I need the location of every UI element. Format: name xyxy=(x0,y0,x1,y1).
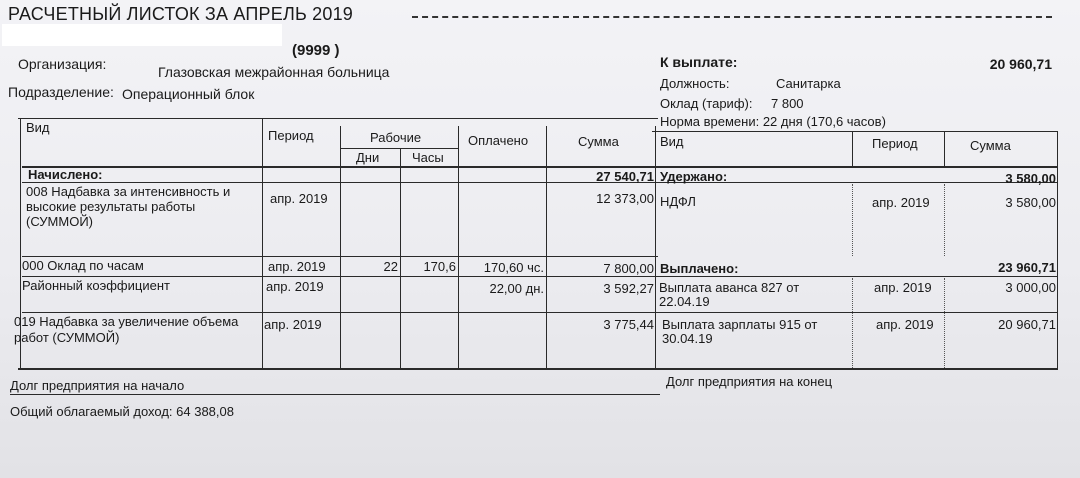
header-right-kind: Вид xyxy=(660,134,684,149)
header-kind: Вид xyxy=(26,120,50,135)
salary-label: Оклад (тариф): xyxy=(660,96,753,111)
accrual-row-2-days: 22 xyxy=(383,259,398,274)
withheld-total: 3 580,00 xyxy=(1005,171,1056,186)
withheld-row-1-period: апр. 2019 xyxy=(872,195,930,210)
accrual-row-2-paid: 170,60 чс. xyxy=(483,260,544,275)
payout-label: К выплате: xyxy=(660,54,738,70)
col-edge-right xyxy=(1057,131,1058,368)
payout-row-2-sum: 20 960,71 xyxy=(998,317,1056,332)
payout-row-1-period: апр. 2019 xyxy=(874,280,932,295)
position-label: Должность: xyxy=(660,76,730,91)
department-value: Операционный блок xyxy=(122,86,255,102)
header-working: Рабочие xyxy=(370,130,422,145)
page-title: РАСЧЕТНЫЙ ЛИСТОК ЗА АПРЕЛЬ 2019 xyxy=(8,4,354,24)
accrual-row-3-period: апр. 2019 xyxy=(266,279,324,294)
redacted-name xyxy=(2,24,282,46)
col-right-sum xyxy=(944,131,945,166)
taxable-income: Общий облагаемый доход: 64 388,08 xyxy=(10,404,234,419)
table-bottom-rule xyxy=(18,368,1058,370)
accrual-row-4-period: апр. 2019 xyxy=(264,317,322,332)
payout-row-2-name: Выплата зарплаты 915 от 30.04.19 xyxy=(662,317,818,346)
employee-code: (9999 ) xyxy=(292,42,340,59)
debt-end: Долг предприятия на конец xyxy=(666,374,833,389)
dotted-divider-4 xyxy=(944,278,945,368)
organization-value: Глазовская межрайонная больница xyxy=(158,64,390,80)
accrual-row-2-sum: 7 800,00 xyxy=(603,261,654,276)
col-right-period xyxy=(852,131,853,166)
accrued-row-rule xyxy=(22,182,1058,183)
debt-start: Долг предприятия на начало xyxy=(10,378,185,393)
col-right-kind xyxy=(655,126,656,368)
accrual-row-4-sum: 3 775,44 xyxy=(603,317,654,332)
header-period: Период xyxy=(268,128,314,143)
col-paid xyxy=(458,126,459,368)
accrual-row-1-name: 008 Надбавка за интенсивность и высокие результаты работы (СУММОЙ) xyxy=(26,184,231,229)
header-days: Дни xyxy=(356,150,380,165)
paid-out-label: Выплачено: xyxy=(660,261,739,276)
col-period xyxy=(262,118,263,368)
organization-label: Организация: xyxy=(18,56,107,72)
row3-rule xyxy=(22,312,1058,313)
accrued-label: Начислено: xyxy=(28,167,103,182)
accrued-total: 27 540,71 xyxy=(596,169,654,184)
col-hours xyxy=(400,148,401,368)
withheld-row-1-name: НДФЛ xyxy=(660,194,696,209)
payout-row-1-sum: 3 000,00 xyxy=(1005,280,1056,295)
header-bottom-rule xyxy=(22,166,1058,168)
accrual-row-3-paid: 22,00 дн. xyxy=(489,281,544,296)
header-paid: Оплачено xyxy=(468,133,529,148)
work-norm: Норма времени: 22 дня (170,6 часов) xyxy=(660,114,886,129)
debt-start-rule xyxy=(10,394,660,395)
position-value: Санитарка xyxy=(776,76,841,91)
payout-row-2-period: апр. 2019 xyxy=(876,317,934,332)
withheld-row-1-sum: 3 580,00 xyxy=(1005,195,1056,210)
payout-row-1-name: Выплата аванса 827 от 22.04.19 xyxy=(659,280,800,309)
accrual-row-1-period: апр. 2019 xyxy=(270,191,328,206)
table-top-right xyxy=(652,131,1058,132)
accrual-row-2-name: 000 Оклад по часам xyxy=(22,258,144,273)
dotted-divider-3 xyxy=(852,278,853,368)
dotted-divider-1 xyxy=(852,184,853,256)
table-top-left xyxy=(18,118,658,119)
payout-value: 20 960,71 xyxy=(989,56,1052,72)
accrual-row-1-sum: 12 373,00 xyxy=(596,191,654,206)
header-sum: Сумма xyxy=(578,134,619,149)
dotted-divider-2 xyxy=(944,184,945,256)
accrual-row-2-hours: 170,6 xyxy=(423,259,456,274)
accrual-row-3-name: Районный коэффициент xyxy=(22,278,170,293)
paid-out-total: 23 960,71 xyxy=(998,260,1056,275)
accrual-row-3-sum: 3 592,27 xyxy=(603,281,654,296)
header-hours: Часы xyxy=(412,150,444,165)
col-sum xyxy=(546,126,547,368)
col-days xyxy=(340,126,341,368)
salary-value: 7 800 xyxy=(771,96,804,111)
row2-rule xyxy=(22,276,1058,277)
accrual-row-2-period: апр. 2019 xyxy=(268,259,326,274)
withheld-label: Удержано: xyxy=(660,169,728,184)
header-right-sum: Сумма xyxy=(970,138,1011,153)
working-sub-rule xyxy=(340,148,458,149)
title-dash-rule xyxy=(412,16,1052,18)
department-label: Подразделение: xyxy=(8,84,114,100)
header-right-period: Период xyxy=(872,136,918,151)
accrual-row-4-name: 019 Надбавка за увеличение объема работ (СУММОЙ) xyxy=(14,314,239,345)
